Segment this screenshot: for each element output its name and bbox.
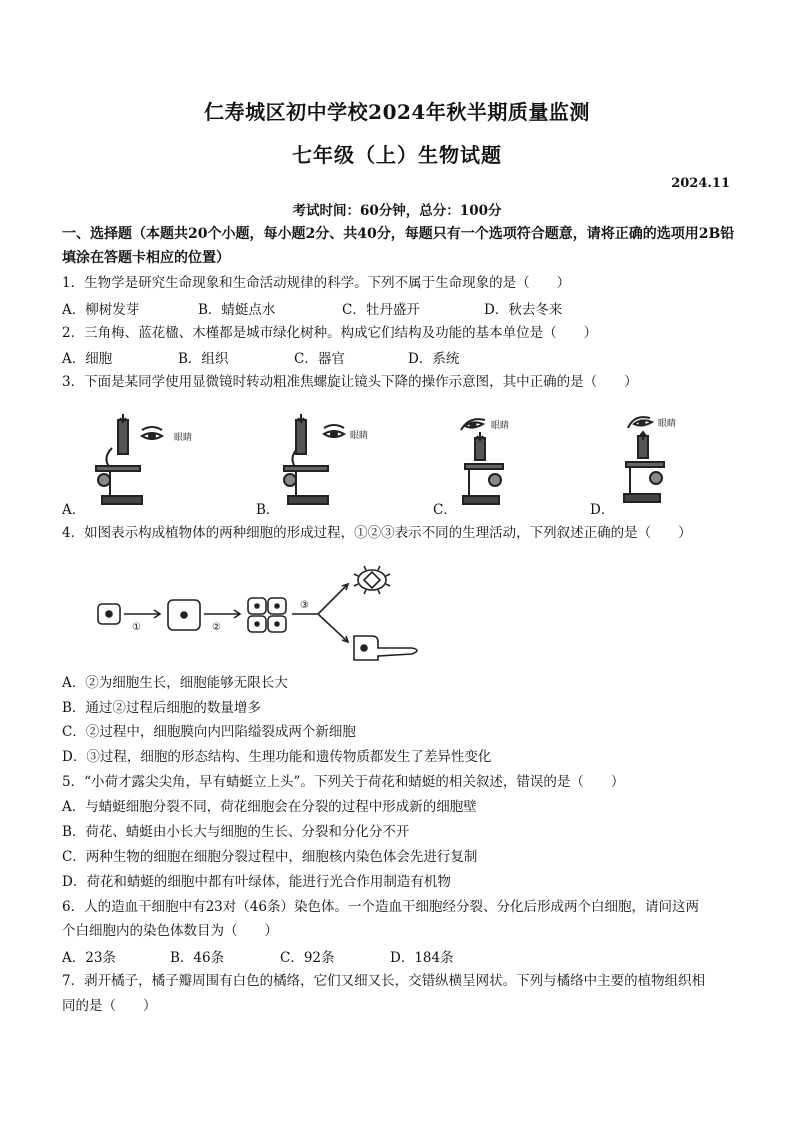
- q1-option-a: A．柳树发芽: [62, 302, 140, 318]
- q4-option-d: D．③过程，细胞的形态结构、生理功能和遗传物质都发生了差异性变化: [62, 749, 492, 765]
- question-1-stem: 1．生物学是研究生命现象和生命活动规律的科学。下列不属于生命现象的是（ ）: [62, 275, 571, 291]
- q6-option-a: A．23条: [62, 950, 116, 966]
- q2-option-c: C．器官: [294, 351, 345, 367]
- q6-option-c: C．92条: [280, 950, 335, 966]
- q2-option-d: D．系统: [408, 351, 460, 367]
- exam-title: 仁寿城区初中学校2024年秋半期质量监测: [204, 100, 590, 124]
- q1-option-b: B．蜻蜓点水: [198, 302, 276, 318]
- question-4-stem: 4．如图表示构成植物体的两种细胞的形成过程，①②③表示不同的生理活动，下列叙述正确的是（ ）: [62, 525, 692, 541]
- q6-option-b: B．46条: [170, 950, 225, 966]
- question-3-stem: 3．下面是某同学使用显微镜时转动粗准焦螺旋让镜头下降的操作示意图，其中正确的是（ ）: [62, 374, 638, 390]
- q4-option-c: C．②过程中，细胞膜向内凹陷缢裂成两个新细胞: [62, 724, 356, 740]
- eye-label-d: 眼睛: [658, 419, 677, 429]
- q5-option-c: C．两种生物的细胞在细胞分裂过程中，细胞核内染色体会先进行复制: [62, 849, 478, 865]
- question-2-stem: 2．三角梅、蓝花楹、木槿都是城市绿化树种。构成它们结构及功能的基本单位是（ ）: [62, 325, 598, 341]
- microscope-figure-b: [278, 408, 408, 508]
- microscope-figure-c: [455, 408, 555, 508]
- exam-date: 2024.11: [671, 176, 730, 191]
- q5-option-b: B．荷花、蜻蜓由小长大与细胞的生长、分裂和分化分不开: [62, 824, 410, 840]
- q3-option-c: C．: [433, 502, 457, 518]
- eye-label-a: 眼睛: [174, 433, 193, 443]
- question-6-stem-line1: 6．人的造血干细胞中有23对（46条）染色体。一个造血干细胞经分裂、分化后形成两个白细胞，请问这两: [62, 899, 699, 915]
- question-5-stem: 5．“小荷才露尖尖角，早有蜻蜓立上头”。下列关于荷花和蜻蜓的相关叙述，错误的是（ ）: [62, 774, 625, 790]
- q2-option-b: B．组织: [178, 351, 229, 367]
- q5-option-a: A．与蜻蜓细胞分裂不同，荷花细胞会在分裂的过程中形成新的细胞壁: [62, 799, 477, 815]
- microscope-figure-d: [612, 408, 712, 508]
- question-7-stem-line2: 同的是（ ）: [62, 998, 157, 1014]
- section-heading: 一、选择题（本题共20个小题，每小题2分、共40分，每题只有一个选项符合题意，请将正确的选项用2B铅填涂在答题卡相应的位置）: [62, 226, 735, 266]
- step-1-label: ①: [132, 622, 141, 633]
- exam-info: 考试时间：60分钟，总分：100分: [292, 203, 502, 219]
- question-7-stem-line1: 7．剥开橘子，橘子瓣周围有白色的橘络，它们又细又长，交错纵横呈网状。下列与橘络中主要的植物组织相: [62, 973, 706, 989]
- q1-option-d: D．秋去冬来: [484, 302, 563, 318]
- q6-option-d: D．184条: [390, 950, 454, 966]
- step-3-label: ③: [300, 600, 309, 611]
- eye-label-c: 眼睛: [491, 421, 510, 431]
- exam-subtitle: 七年级（上）生物试题: [292, 143, 502, 167]
- q2-option-a: A．细胞: [62, 351, 113, 367]
- q3-option-d: D．: [590, 502, 615, 518]
- q3-option-a: A．: [62, 502, 86, 518]
- q1-option-c: C．牡丹盛开: [342, 302, 420, 318]
- q5-option-d: D．荷花和蜻蜓的细胞中都有叶绿体，能进行光合作用制造有机物: [62, 874, 451, 890]
- q4-option-b: B．通过②过程后细胞的数量增多: [62, 700, 261, 716]
- microscope-figure-a: [82, 408, 212, 508]
- eye-label-b: 眼睛: [350, 431, 369, 441]
- q4-option-a: A．②为细胞生长，细胞能够无限长大: [62, 675, 288, 691]
- cell-formation-diagram: [92, 564, 432, 674]
- question-6-stem-line2: 个白细胞内的染色体数目为（ ）: [62, 923, 278, 939]
- step-2-label: ②: [212, 622, 221, 633]
- q3-option-b: B．: [256, 502, 280, 518]
